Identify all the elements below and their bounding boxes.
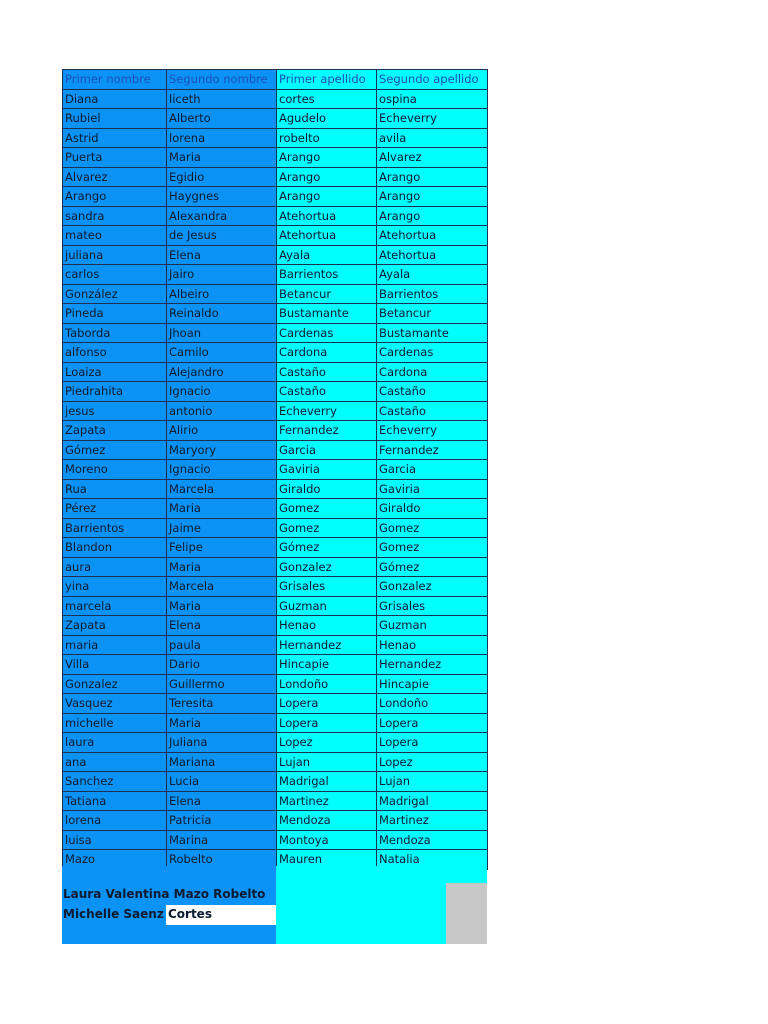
cell-primer-apellido[interactable]: Bustamante <box>277 304 377 324</box>
cell-segundo-apellido[interactable]: Barrientos <box>377 284 488 304</box>
cell-segundo-apellido[interactable]: Lujan <box>377 772 488 792</box>
cell-primer-apellido[interactable]: Atehortua <box>277 206 377 226</box>
cell-primer-apellido[interactable]: Madrigal <box>277 772 377 792</box>
cell-segundo-nombre[interactable]: Dario <box>167 655 277 675</box>
cell-segundo-apellido[interactable]: Cardenas <box>377 343 488 363</box>
cell-primer-nombre[interactable]: maria <box>63 635 167 655</box>
cell-segundo-apellido[interactable]: Guzman <box>377 616 488 636</box>
cell-primer-apellido[interactable]: Henao <box>277 616 377 636</box>
cell-segundo-apellido[interactable]: Martinez <box>377 811 488 831</box>
cell-primer-nombre[interactable]: Astrid <box>63 128 167 148</box>
cell-segundo-nombre[interactable]: Juliana <box>167 733 277 753</box>
cell-segundo-apellido[interactable]: Giraldo <box>377 499 488 519</box>
cell-segundo-nombre[interactable]: Alberto <box>167 109 277 129</box>
cell-segundo-nombre[interactable]: Maria <box>167 148 277 168</box>
cell-segundo-nombre[interactable]: Elena <box>167 791 277 811</box>
cell-segundo-nombre[interactable]: Egidio <box>167 167 277 187</box>
cell-segundo-nombre[interactable]: Albeiro <box>167 284 277 304</box>
cell-primer-apellido[interactable]: Gómez <box>277 538 377 558</box>
cell-segundo-nombre[interactable]: Reinaldo <box>167 304 277 324</box>
names-table <box>62 69 488 870</box>
cell-segundo-nombre[interactable]: Guillermo <box>167 674 277 694</box>
cell-primer-nombre[interactable]: yina <box>63 577 167 597</box>
table-row <box>63 343 488 363</box>
cell-primer-apellido[interactable]: Barrientos <box>277 265 377 285</box>
cell-segundo-nombre[interactable]: Jairo <box>167 265 277 285</box>
cell-segundo-nombre[interactable]: lorena <box>167 128 277 148</box>
cell-segundo-apellido[interactable]: Arango <box>377 206 488 226</box>
cell-segundo-apellido[interactable]: Lopera <box>377 713 488 733</box>
table-row <box>63 694 488 714</box>
cell-segundo-apellido[interactable]: ospina <box>377 89 488 109</box>
column-header-primer-apellido: Primer apellido <box>277 70 377 90</box>
author-name: Laura Valentina Mazo Robelto <box>63 887 266 901</box>
cell-segundo-nombre[interactable]: Elena <box>167 245 277 265</box>
cell-primer-apellido[interactable]: Guzman <box>277 596 377 616</box>
cell-primer-apellido[interactable]: Giraldo <box>277 479 377 499</box>
cell-primer-apellido[interactable]: Arango <box>277 148 377 168</box>
column-header-primer-nombre: Primer nombre <box>63 70 167 90</box>
cell-segundo-apellido[interactable]: Ayala <box>377 265 488 285</box>
cell-segundo-nombre[interactable]: Jhoan <box>167 323 277 343</box>
cell-primer-nombre[interactable]: Rua <box>63 479 167 499</box>
cell-segundo-apellido[interactable]: Echeverry <box>377 109 488 129</box>
cell-segundo-apellido[interactable]: Betancur <box>377 304 488 324</box>
cell-segundo-apellido[interactable]: Mendoza <box>377 830 488 850</box>
cell-primer-nombre[interactable]: Piedrahita <box>63 382 167 402</box>
table-row <box>63 752 488 772</box>
cell-segundo-apellido[interactable]: Fernandez <box>377 440 488 460</box>
cell-primer-nombre[interactable]: Villa <box>63 655 167 675</box>
table-row <box>63 655 488 675</box>
cell-primer-apellido[interactable]: Cardenas <box>277 323 377 343</box>
cell-segundo-apellido[interactable]: Natalia <box>377 850 488 870</box>
table-row <box>63 187 488 207</box>
table-row <box>63 206 488 226</box>
cell-segundo-nombre[interactable]: Elena <box>167 616 277 636</box>
cell-primer-nombre[interactable]: Tatiana <box>63 791 167 811</box>
cell-primer-nombre[interactable]: jesus <box>63 401 167 421</box>
cell-primer-nombre[interactable]: carlos <box>63 265 167 285</box>
cell-primer-nombre[interactable]: Mazo <box>63 850 167 870</box>
cell-segundo-nombre[interactable]: Marcela <box>167 479 277 499</box>
cell-segundo-apellido[interactable]: Henao <box>377 635 488 655</box>
cell-primer-apellido[interactable]: robelto <box>277 128 377 148</box>
cell-segundo-nombre[interactable]: Teresita <box>167 694 277 714</box>
cell-primer-nombre[interactable]: Puerta <box>63 148 167 168</box>
cell-segundo-nombre[interactable]: Maria <box>167 557 277 577</box>
table-row <box>63 616 488 636</box>
cell-segundo-nombre[interactable]: Felipe <box>167 538 277 558</box>
column-header-segundo-apellido: Segundo apellido <box>377 70 488 90</box>
cell-primer-nombre[interactable]: Gonzalez <box>63 674 167 694</box>
cell-primer-apellido[interactable]: Martinez <box>277 791 377 811</box>
cell-primer-apellido[interactable]: Lopez <box>277 733 377 753</box>
cell-primer-apellido[interactable]: Ayala <box>277 245 377 265</box>
cell-primer-nombre[interactable]: Gómez <box>63 440 167 460</box>
cell-primer-apellido[interactable]: Gomez <box>277 518 377 538</box>
cell-segundo-nombre[interactable]: Patricia <box>167 811 277 831</box>
cell-primer-nombre[interactable]: sandra <box>63 206 167 226</box>
cell-primer-apellido[interactable]: Hernandez <box>277 635 377 655</box>
cell-segundo-nombre[interactable]: Maria <box>167 499 277 519</box>
table-row <box>63 479 488 499</box>
cell-primer-nombre[interactable]: laura <box>63 733 167 753</box>
table-row <box>63 323 488 343</box>
cell-primer-apellido[interactable]: Mauren <box>277 850 377 870</box>
cell-segundo-nombre[interactable]: Jaime <box>167 518 277 538</box>
cell-primer-nombre[interactable]: Pineda <box>63 304 167 324</box>
table-row <box>63 265 488 285</box>
cell-segundo-nombre[interactable]: de Jesus <box>167 226 277 246</box>
cell-primer-apellido[interactable]: Atehortua <box>277 226 377 246</box>
cell-primer-nombre[interactable]: Alvarez <box>63 167 167 187</box>
cell-segundo-nombre[interactable]: Alexandra <box>167 206 277 226</box>
table-row <box>63 557 488 577</box>
table-row <box>63 362 488 382</box>
cell-primer-nombre[interactable]: michelle <box>63 713 167 733</box>
cell-segundo-apellido[interactable]: Lopera <box>377 733 488 753</box>
cell-segundo-nombre[interactable]: Maryory <box>167 440 277 460</box>
cell-segundo-apellido[interactable]: avila <box>377 128 488 148</box>
table-row <box>63 284 488 304</box>
author-name: Michelle Saenz Cortes <box>63 907 212 921</box>
cell-primer-nombre[interactable]: ana <box>63 752 167 772</box>
cell-segundo-apellido[interactable]: Gómez <box>377 557 488 577</box>
cell-segundo-nombre[interactable]: Camilo <box>167 343 277 363</box>
table-row <box>63 128 488 148</box>
table-row <box>63 733 488 753</box>
cell-primer-apellido[interactable]: Lopera <box>277 713 377 733</box>
cell-primer-apellido[interactable]: Castaño <box>277 382 377 402</box>
cell-primer-nombre[interactable]: marcela <box>63 596 167 616</box>
cell-primer-apellido[interactable]: Betancur <box>277 284 377 304</box>
cell-segundo-nombre[interactable]: antonio <box>167 401 277 421</box>
cell-primer-nombre[interactable]: lorena <box>63 811 167 831</box>
table-row <box>63 401 488 421</box>
cell-primer-apellido[interactable]: Montoya <box>277 830 377 850</box>
cell-segundo-apellido[interactable]: Arango <box>377 167 488 187</box>
cell-segundo-nombre[interactable]: Marina <box>167 830 277 850</box>
cell-segundo-apellido[interactable]: Bustamante <box>377 323 488 343</box>
cell-segundo-nombre[interactable]: Mariana <box>167 752 277 772</box>
cell-segundo-apellido[interactable]: Castaño <box>377 401 488 421</box>
cell-primer-nombre[interactable]: Zapata <box>63 421 167 441</box>
cell-primer-nombre[interactable]: Moreno <box>63 460 167 480</box>
cell-primer-nombre[interactable]: Diana <box>63 89 167 109</box>
table-row <box>63 109 488 129</box>
cell-primer-apellido[interactable]: Fernandez <box>277 421 377 441</box>
cell-primer-nombre[interactable]: Arango <box>63 187 167 207</box>
cell-segundo-apellido[interactable]: Gomez <box>377 518 488 538</box>
table-row <box>63 596 488 616</box>
cell-primer-apellido[interactable]: Castaño <box>277 362 377 382</box>
table-row <box>63 440 488 460</box>
table-row <box>63 226 488 246</box>
cell-primer-nombre[interactable]: Taborda <box>63 323 167 343</box>
table-row <box>63 518 488 538</box>
cell-primer-apellido[interactable]: Gomez <box>277 499 377 519</box>
cell-primer-apellido[interactable]: Gaviria <box>277 460 377 480</box>
cell-primer-nombre[interactable]: Barrientos <box>63 518 167 538</box>
cell-segundo-apellido[interactable]: Lopez <box>377 752 488 772</box>
cell-primer-nombre[interactable]: mateo <box>63 226 167 246</box>
cell-segundo-nombre[interactable]: Ignacio <box>167 460 277 480</box>
cell-primer-apellido[interactable]: Cardona <box>277 343 377 363</box>
table-row <box>63 674 488 694</box>
cell-primer-nombre[interactable]: González <box>63 284 167 304</box>
table-row <box>63 167 488 187</box>
cell-primer-nombre[interactable]: Vasquez <box>63 694 167 714</box>
cell-primer-nombre[interactable]: Pérez <box>63 499 167 519</box>
cell-segundo-apellido[interactable]: Castaño <box>377 382 488 402</box>
cell-segundo-apellido[interactable]: Hernandez <box>377 655 488 675</box>
table-row <box>63 811 488 831</box>
table-row <box>63 245 488 265</box>
cell-segundo-apellido[interactable]: Alvarez <box>377 148 488 168</box>
cell-primer-apellido[interactable]: Echeverry <box>277 401 377 421</box>
cell-segundo-apellido[interactable]: Gonzalez <box>377 577 488 597</box>
table-row <box>63 382 488 402</box>
cell-primer-apellido[interactable]: Garcia <box>277 440 377 460</box>
table-row <box>63 577 488 597</box>
cell-primer-nombre[interactable]: Loaiza <box>63 362 167 382</box>
cell-segundo-apellido[interactable]: Madrigal <box>377 791 488 811</box>
cell-primer-apellido[interactable]: Arango <box>277 187 377 207</box>
cell-primer-nombre[interactable]: aura <box>63 557 167 577</box>
cell-primer-apellido[interactable]: Grisales <box>277 577 377 597</box>
column-header-segundo-nombre: Segundo nombre <box>167 70 277 90</box>
cell-primer-apellido[interactable]: Mendoza <box>277 811 377 831</box>
table-row <box>63 460 488 480</box>
cell-segundo-apellido[interactable]: Arango <box>377 187 488 207</box>
cell-segundo-nombre[interactable]: Alejandro <box>167 362 277 382</box>
cell-primer-nombre[interactable]: alfonso <box>63 343 167 363</box>
cell-primer-nombre[interactable]: Sanchez <box>63 772 167 792</box>
table-row <box>63 538 488 558</box>
cell-primer-nombre[interactable]: Blandon <box>63 538 167 558</box>
cell-segundo-nombre[interactable]: Haygnes <box>167 187 277 207</box>
cell-segundo-nombre[interactable]: Ignacio <box>167 382 277 402</box>
cell-segundo-nombre[interactable]: paula <box>167 635 277 655</box>
cell-primer-apellido[interactable]: Hincapie <box>277 655 377 675</box>
cell-segundo-apellido[interactable]: Atehortua <box>377 226 488 246</box>
table-header-row <box>63 70 488 90</box>
table-row <box>63 830 488 850</box>
cell-primer-apellido[interactable]: Gonzalez <box>277 557 377 577</box>
cell-segundo-nombre[interactable]: Maria <box>167 596 277 616</box>
footer-gray-block <box>446 883 487 944</box>
cell-primer-nombre[interactable]: juliana <box>63 245 167 265</box>
cell-segundo-apellido[interactable]: Londoño <box>377 694 488 714</box>
cell-segundo-nombre[interactable]: Lucia <box>167 772 277 792</box>
table-row <box>63 635 488 655</box>
cell-segundo-apellido[interactable]: Echeverry <box>377 421 488 441</box>
cell-segundo-nombre[interactable]: Marcela <box>167 577 277 597</box>
cell-primer-nombre[interactable]: Zapata <box>63 616 167 636</box>
table-row <box>63 791 488 811</box>
cell-segundo-nombre[interactable]: Maria <box>167 713 277 733</box>
cell-segundo-apellido[interactable]: Gaviria <box>377 479 488 499</box>
cell-primer-apellido[interactable]: cortes <box>277 89 377 109</box>
table-row <box>63 304 488 324</box>
cell-primer-apellido[interactable]: Agudelo <box>277 109 377 129</box>
table-row <box>63 713 488 733</box>
cell-segundo-apellido[interactable]: Cardona <box>377 362 488 382</box>
cell-segundo-nombre[interactable]: Robelto <box>167 850 277 870</box>
cell-segundo-nombre[interactable]: Alirio <box>167 421 277 441</box>
cell-primer-apellido[interactable]: Lujan <box>277 752 377 772</box>
cell-primer-apellido[interactable]: Londoño <box>277 674 377 694</box>
table-row <box>63 772 488 792</box>
cell-segundo-apellido[interactable]: Grisales <box>377 596 488 616</box>
cell-primer-nombre[interactable]: Rubiel <box>63 109 167 129</box>
table-row <box>63 499 488 519</box>
cell-primer-nombre[interactable]: luisa <box>63 830 167 850</box>
cell-segundo-apellido[interactable]: Atehortua <box>377 245 488 265</box>
table-row <box>63 89 488 109</box>
cell-segundo-apellido[interactable]: Hincapie <box>377 674 488 694</box>
table-row <box>63 421 488 441</box>
cell-primer-apellido[interactable]: Lopera <box>277 694 377 714</box>
cell-primer-apellido[interactable]: Arango <box>277 167 377 187</box>
cell-segundo-apellido[interactable]: Gomez <box>377 538 488 558</box>
cell-segundo-nombre[interactable]: liceth <box>167 89 277 109</box>
cell-segundo-apellido[interactable]: Garcia <box>377 460 488 480</box>
table-row <box>63 148 488 168</box>
